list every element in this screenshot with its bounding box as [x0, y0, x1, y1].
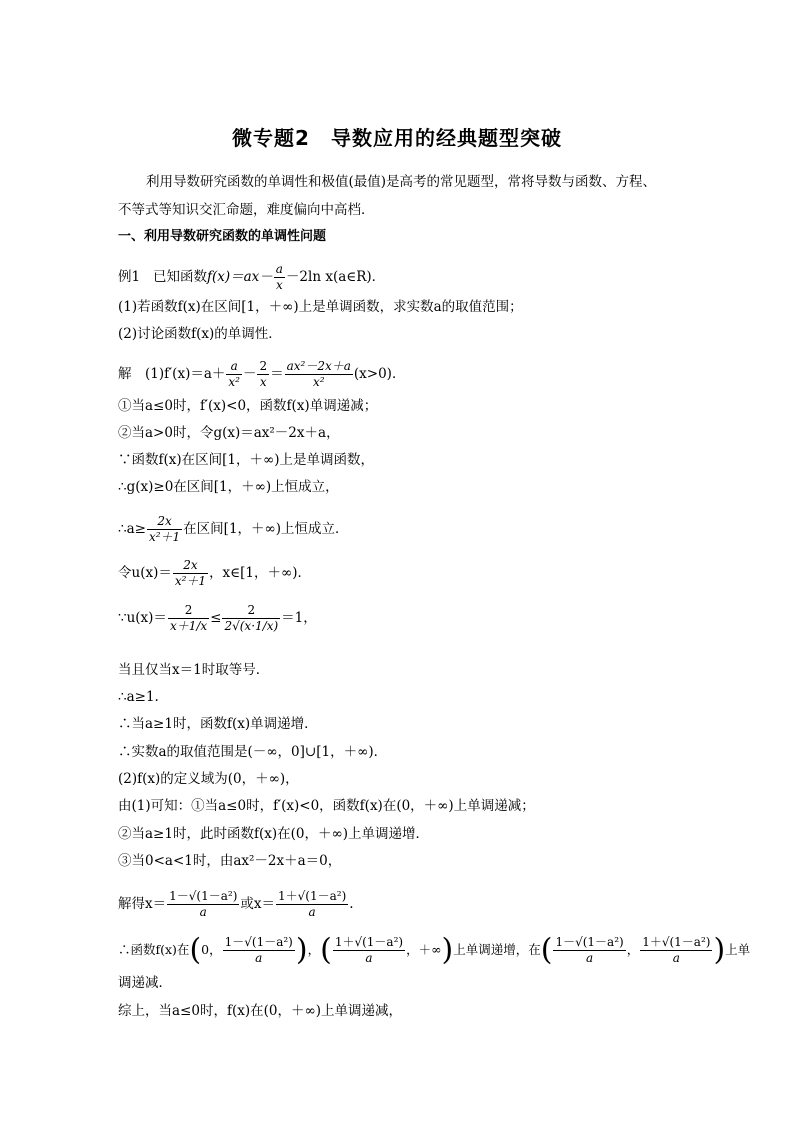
intro-line-1: 利用导数研究函数的单调性和极值(最值)是高考的常见题型，常将导数与函数、方程、 — [146, 174, 657, 190]
solution-line: 当且仅当x＝1时取等号． — [118, 662, 270, 678]
case-2: ②当a>0时，令g(x)＝ax²－2x＋a， — [118, 425, 340, 441]
solution-line: ∴a≥1. — [118, 689, 159, 705]
part2-roots: 解得x＝ $\frac{\text{1－√(1－a²)}}{a}$ 或x＝ $\frac{\text{1＋√(1－a²)}}{a}$ . — [118, 889, 354, 919]
example-text-end: －2ln x(a∈R)． — [285, 269, 386, 285]
example-text: 已知函数 — [152, 269, 207, 285]
page-title: 微专题2 导数应用的经典题型突破 — [232, 126, 562, 150]
solution-line: ∵函数f(x)在区间[1，＋∞)上是单调函数， — [118, 452, 375, 468]
part2-intervals: ∴函数f(x)在(0， $\frac{\text{1－√(1－a²)}}{a}$ )，( $\frac{\text{1＋√(1－a²)}}{a}$ ，＋∞)上单调递增，在( $\frac{\text{1－√(1－a²)}}{a}$ ， $\frac{\text{1＋√(1－a²)}}{a}$ )上单 — [118, 932, 751, 968]
part2-line: 综上，当a≤0时，f(x)在(0，＋∞)上单调递减， — [118, 1003, 402, 1019]
solution-inequality: ∵u(x)＝ $\frac{2}{x+1/x}$ ≤ $\frac{2}{2√(x\cdot 1/x)}$ ＝1， — [118, 603, 317, 633]
case-1: ①当a≤0时，f′(x)<0，函数f(x)单调递减； — [118, 398, 378, 414]
solution-line: ∴实数a的取值范围是(－∞，0]∪[1，＋∞)． — [118, 744, 388, 760]
example-label: 例1 — [118, 269, 141, 285]
example-function: f(x)＝ax－ — [206, 269, 273, 285]
solution-line: ∴当a≥1时，函数f(x)单调递增． — [118, 716, 318, 732]
example-statement — [118, 262, 385, 293]
part2-line: 调递减． — [118, 975, 172, 991]
question-2: (2)讨论函数f(x)的单调性． — [118, 326, 282, 342]
intro-line-2: 不等式等知识交汇命题，难度偏向中高档． — [118, 202, 375, 218]
part2-line: (2)f(x)的定义域为(0，＋∞)， — [118, 771, 299, 787]
solution-line-fraction: 令u(x)＝ $\frac{2x}{\text{x²＋1}}$ ，x∈[1，＋∞)． — [118, 558, 312, 588]
question-1: (1)若函数f(x)在区间[1，＋∞)上是单调函数，求实数a的取值范围； — [118, 299, 523, 315]
part2-line: ②当a≥1时，此时函数f(x)在(0，＋∞)上单调递增． — [118, 826, 429, 842]
part2-line: ③当0<a<1时，由ax²－2x＋a＝0， — [118, 853, 342, 869]
solution-line: ∴g(x)≥0在区间[1，＋∞)上恒成立， — [118, 479, 339, 495]
solution-derivative: 解 (1)f′(x)＝a＋ $\frac{a}{\text{x²}}$ － $\frac{2}{x}$ ＝ $\frac{\text{ax²－2x＋a}}{\text{x²}}$ (x>0)． — [118, 359, 406, 389]
fraction: $\frac{a}{x}$ — [275, 262, 283, 292]
solution-line-fraction: ∴a≥ $\frac{2x}{\text{x²＋1}}$ 在区间[1，＋∞)上恒成立． — [118, 514, 349, 544]
part2-line: 由(1)可知：①当a≤0时，f′(x)<0，函数f(x)在(0，＋∞)上单调递减； — [118, 798, 535, 814]
section-heading: 一、利用导数研究函数的单调性问题 — [118, 229, 327, 244]
